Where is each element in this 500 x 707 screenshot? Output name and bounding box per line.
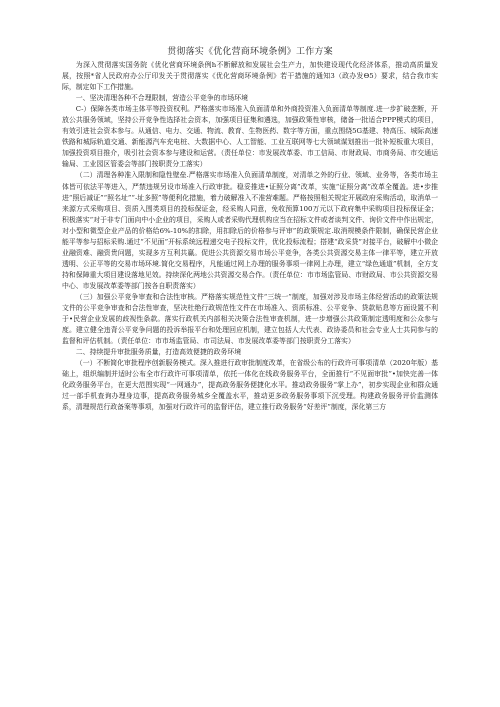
intro-paragraph: 为深入贯彻落实国务院《优化营商环境条例h不断解放和发展社会生产力，加快建设现代化经济体系，推动高质量发展，按照*省人民政府办公厅印发关于贯彻落实《优化营商环境条例》若干措施的通知3（政办发Θ5）要求，结合我市实际，制定如下工作措施。 [62, 61, 438, 92]
section-1-item-3: （三）加强公平竞争审查和合法性审核。严格落实规范性文件“三统一”制度，加强对涉及市场主体经营活动的政策法规文件的公平竞争审查和合法性审查，坚决杜绝行政规范性文件在市场准入、资质标准、公平竞争、贷款贴息等方面设置不利于•民营企业发展的歧视性条款。落实行政机关内部相关决策合法性审查机制，进一步增强公共政策制定透明度和公众参与度。建立健全违背公平竞争问题的投诉举报平台和处理回应机制，建立包括人大代表、政协委员和社会专业人士共同参与的监督和评估机制。（责任单位：市市场监管局、市司法局、市发展改革委等部门按职责分工落实） [62, 292, 438, 346]
document-title: 贯彻落实《优化营商环境条例》工作方案 [167, 47, 333, 57]
section-2-item-1: （一）不断简化审批程序创新服务模式。深入推进行政审批制度改革，在省级公布的行政许可事项清单（2020年版）基础上，组织编制并适时公布全市行政许可事项清单，依托一体化在线政务服务平台，全面推行“不见面审批”•加快完善一体化政务服务平台，在更大范围实现“一网通办”，提高政务服务便捷化水平。推动政务服务“掌上办”，初步实现企业和群众通过一部手机查询办理身边事，提高政务服务城乡全覆盖水平，推动更多政务服务事项下沉受理。构建政务服务评价监测体系，清理规范行政备案等事项，加强对行政许可的监督评估，建立推行政务服务“好差评”制度，深化第三方 [62, 359, 438, 412]
section-2-heading: 二、持续提升审批服务质量，打造高效便捷的政务环境 [75, 348, 242, 357]
section-1-item-2: （二）清理各种准入限制和隐性壁垒.严格落实市场准入负面清单制度，对清单之外的行业、领域、业务等，各类市场主体皆可依法平等进入，严禁违规另设市场准入行政审批。稳妥推进•证照分离”改革，实施“证照分离”改革全覆盖。进•步推进“照后减证”“照名址”“-址多照”等便利化措施，着力破解准入不准营难题。严格按照相关规定开展政府采购活动，取消单一来源方式采购项目、资质入围类项目的投标保证金，经采购人同意，免收预算100万元以下政府集中采购项目投标保证金；积极落实“对于非专门面向中小企业的项目，采购人或者采购代理机构应当在招标文件或者谈判文件、询价文件中作出规定，对小型和微型企业产品的价格给6%-10%的扣除，用扣除后的价格参与评审”的政策规定.取消规模条件限制，确保民营企业能平等参与招标采购.通过“不见面”开标系统远程递交电子投标文件，优化投标流程；搭建“政采贷”对接平台，破解中小微企业融资难、融资贵问题，实现多方互利共赢。促进公共资源交易市场公平竞争，各类公共资源交易主体一律平等，建立开放透明、公正平等的交易市场环境.简化交易程序，凡能通过网上办理的服务事项一律网上办理，建立“绿色通道”机制，全方支持和保障重大项目建设落地见效。持续深化两地公共资源交易合作。（责任单位：市市场监管局、市财政局、市公共资源交易中心、市发展改革委等部门按各自职责落实） [62, 171, 438, 290]
section-1-heading: 一、坚决清理各种不合理限制，营造公平竞争的市场环境 [75, 94, 249, 103]
section-1-item-1: C-）保障各类市场主体平等投资权利。严格落实市场准入负面清单和外商投资准入负面清单等制度.进一步扩破垄断，开放公共服务领域，坚持公开竞争性选择社会资本，加强项目征集和遴选，加强政策性审核，储备一批适合PPP模式的项目，有效引进社会资本参与。从通信、电力、交通、物流、教育、生物医药、数字等方面，重点围绕5G基建、特高压、城际高速铁路和城际轨道交通、新能源汽车充电桩、大数据中心、人工智能、工业互联网等七大领域谋划推出一批补短板重大项目，加强投资项目推介，吸引社会资本参与建设和运营。（责任单位：市发展改革委、市工信局、市财政局、市商务局、市交通运输局、工业园区管委会等部门按职责分工落实） [62, 105, 438, 169]
